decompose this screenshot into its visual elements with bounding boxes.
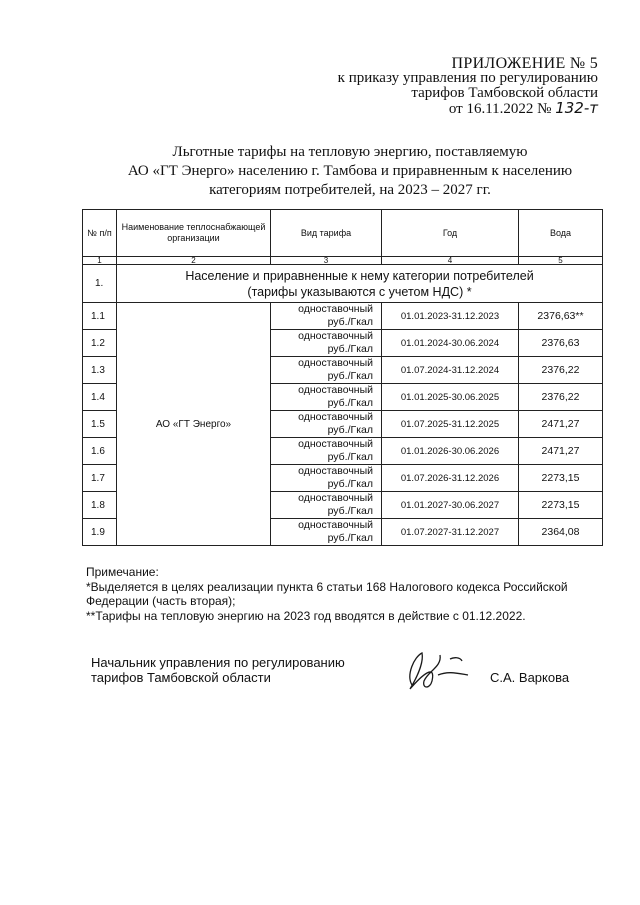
- row-num: 1.9: [83, 519, 117, 546]
- title-line-2: АО «ГТ Энерго» населению г. Тамбова и приравненным к населению: [127, 163, 573, 179]
- row-tariff-type: [271, 330, 382, 357]
- table-header-row: [83, 210, 603, 257]
- row-num: 1.8: [83, 492, 117, 519]
- row-water-value: 2376,63**: [519, 303, 603, 330]
- section-title: [117, 265, 603, 303]
- row-water-value: 2364,08: [519, 519, 603, 546]
- row-num: 1.4: [83, 384, 117, 411]
- tariff-unit: руб./Гкал: [327, 478, 373, 490]
- tariff-unit: руб./Гкал: [327, 505, 373, 517]
- tariff-unit: руб./Гкал: [327, 316, 373, 328]
- column-number: 1: [83, 257, 117, 265]
- tariff-unit: руб./Гкал: [327, 532, 373, 544]
- appendix-order-number: 132-т: [555, 99, 598, 117]
- table-row: [83, 303, 603, 330]
- section-title-line-1: Население и приравненные к нему категории потребителей: [185, 268, 534, 283]
- row-num: 1.5: [83, 411, 117, 438]
- row-period: 01.01.2023-31.12.2023: [382, 303, 519, 330]
- title-line-1: Льготные тарифы на тепловую энергию, поставляемую: [172, 144, 528, 160]
- row-period: 01.01.2026-30.06.2026: [382, 438, 519, 465]
- header-water: Вода: [519, 210, 603, 257]
- signatory-name: С.А. Варкова: [490, 670, 570, 685]
- section-row: [83, 265, 603, 303]
- appendix-order-line: [338, 101, 598, 117]
- tariff-type-name: одноставочный: [298, 303, 373, 315]
- row-tariff-type: [271, 384, 382, 411]
- row-tariff-type: [271, 465, 382, 492]
- tariff-unit: руб./Гкал: [327, 451, 373, 463]
- row-water-value: 2471,27: [519, 411, 603, 438]
- note-1-line-1: *Выделяется в целях реализации пункта 6 статьи 168 Налогового кодекса Российской: [86, 579, 568, 594]
- header-org: Наименование теплоснабжающей организации: [117, 210, 271, 257]
- row-tariff-type: [271, 492, 382, 519]
- tariff-unit: руб./Гкал: [327, 370, 373, 382]
- row-tariff-type: [271, 357, 382, 384]
- column-number: 2: [117, 257, 271, 265]
- appendix-line-1: к приказу управления по регулированию: [337, 70, 598, 86]
- row-water-value: 2273,15: [519, 492, 603, 519]
- header-num: № п/п: [83, 210, 117, 257]
- row-period: 01.01.2027-30.06.2027: [382, 492, 519, 519]
- notes: [86, 565, 606, 623]
- row-period: 01.07.2025-31.12.2025: [382, 411, 519, 438]
- tariff-type-name: одноставочный: [298, 384, 373, 396]
- appendix-line-2: тарифов Тамбовской области: [411, 85, 598, 101]
- handwritten-signature: [392, 645, 482, 695]
- tariff-type-name: одноставочный: [298, 519, 373, 531]
- appendix-order-date: от 16.11.2022 №: [448, 101, 552, 117]
- column-number: 4: [382, 257, 519, 265]
- tariff-table: [82, 209, 603, 546]
- row-tariff-type: [271, 519, 382, 546]
- tariff-type-name: одноставочный: [298, 411, 373, 423]
- section-title-line-2: (тарифы указываются с учетом НДС) *: [247, 284, 472, 299]
- position-line-1: Начальник управления по регулированию: [91, 655, 345, 670]
- column-number: 3: [271, 257, 382, 265]
- row-num: 1.7: [83, 465, 117, 492]
- tariff-unit: руб./Гкал: [327, 424, 373, 436]
- note-1-line-2: Федерации (часть вторая);: [86, 594, 236, 608]
- column-number-row: [83, 257, 603, 265]
- row-water-value: 2376,22: [519, 357, 603, 384]
- title-line-3: категориям потребителей, на 2023 – 2027 гг.: [209, 182, 491, 198]
- notes-heading: Примечание:: [86, 565, 159, 579]
- position-line-2: тарифов Тамбовской области: [91, 670, 271, 685]
- org-name: АО «ГТ Энерго»: [117, 303, 271, 546]
- row-period: 01.07.2024-31.12.2024: [382, 357, 519, 384]
- header-year: Год: [382, 210, 519, 257]
- tariff-type-name: одноставочный: [298, 330, 373, 342]
- appendix-title: ПРИЛОЖЕНИЕ № 5: [451, 55, 598, 72]
- row-num: 1.6: [83, 438, 117, 465]
- column-number: 5: [519, 257, 603, 265]
- document-title: [80, 143, 620, 200]
- row-num: 1.3: [83, 357, 117, 384]
- row-period: 01.01.2024-30.06.2024: [382, 330, 519, 357]
- tariff-unit: руб./Гкал: [327, 343, 373, 355]
- row-period: 01.07.2026-31.12.2026: [382, 465, 519, 492]
- row-period: 01.01.2025-30.06.2025: [382, 384, 519, 411]
- note-2: **Тарифы на тепловую энергию на 2023 год вводятся в действие с 01.12.2022.: [86, 608, 526, 623]
- row-water-value: 2273,15: [519, 465, 603, 492]
- section-num: 1.: [83, 265, 117, 303]
- signatory-position: [91, 655, 345, 685]
- row-tariff-type: [271, 438, 382, 465]
- row-tariff-type: [271, 303, 382, 330]
- row-num: 1.1: [83, 303, 117, 330]
- tariff-type-name: одноставочный: [298, 492, 373, 504]
- row-num: 1.2: [83, 330, 117, 357]
- row-period: 01.07.2027-31.12.2027: [382, 519, 519, 546]
- tariff-type-name: одноставочный: [298, 465, 373, 477]
- appendix-header: [338, 56, 598, 117]
- row-tariff-type: [271, 411, 382, 438]
- header-type: Вид тарифа: [271, 210, 382, 257]
- tariff-unit: руб./Гкал: [327, 397, 373, 409]
- tariff-type-name: одноставочный: [298, 357, 373, 369]
- row-water-value: 2376,22: [519, 384, 603, 411]
- row-water-value: 2376,63: [519, 330, 603, 357]
- tariff-type-name: одноставочный: [298, 438, 373, 450]
- row-water-value: 2471,27: [519, 438, 603, 465]
